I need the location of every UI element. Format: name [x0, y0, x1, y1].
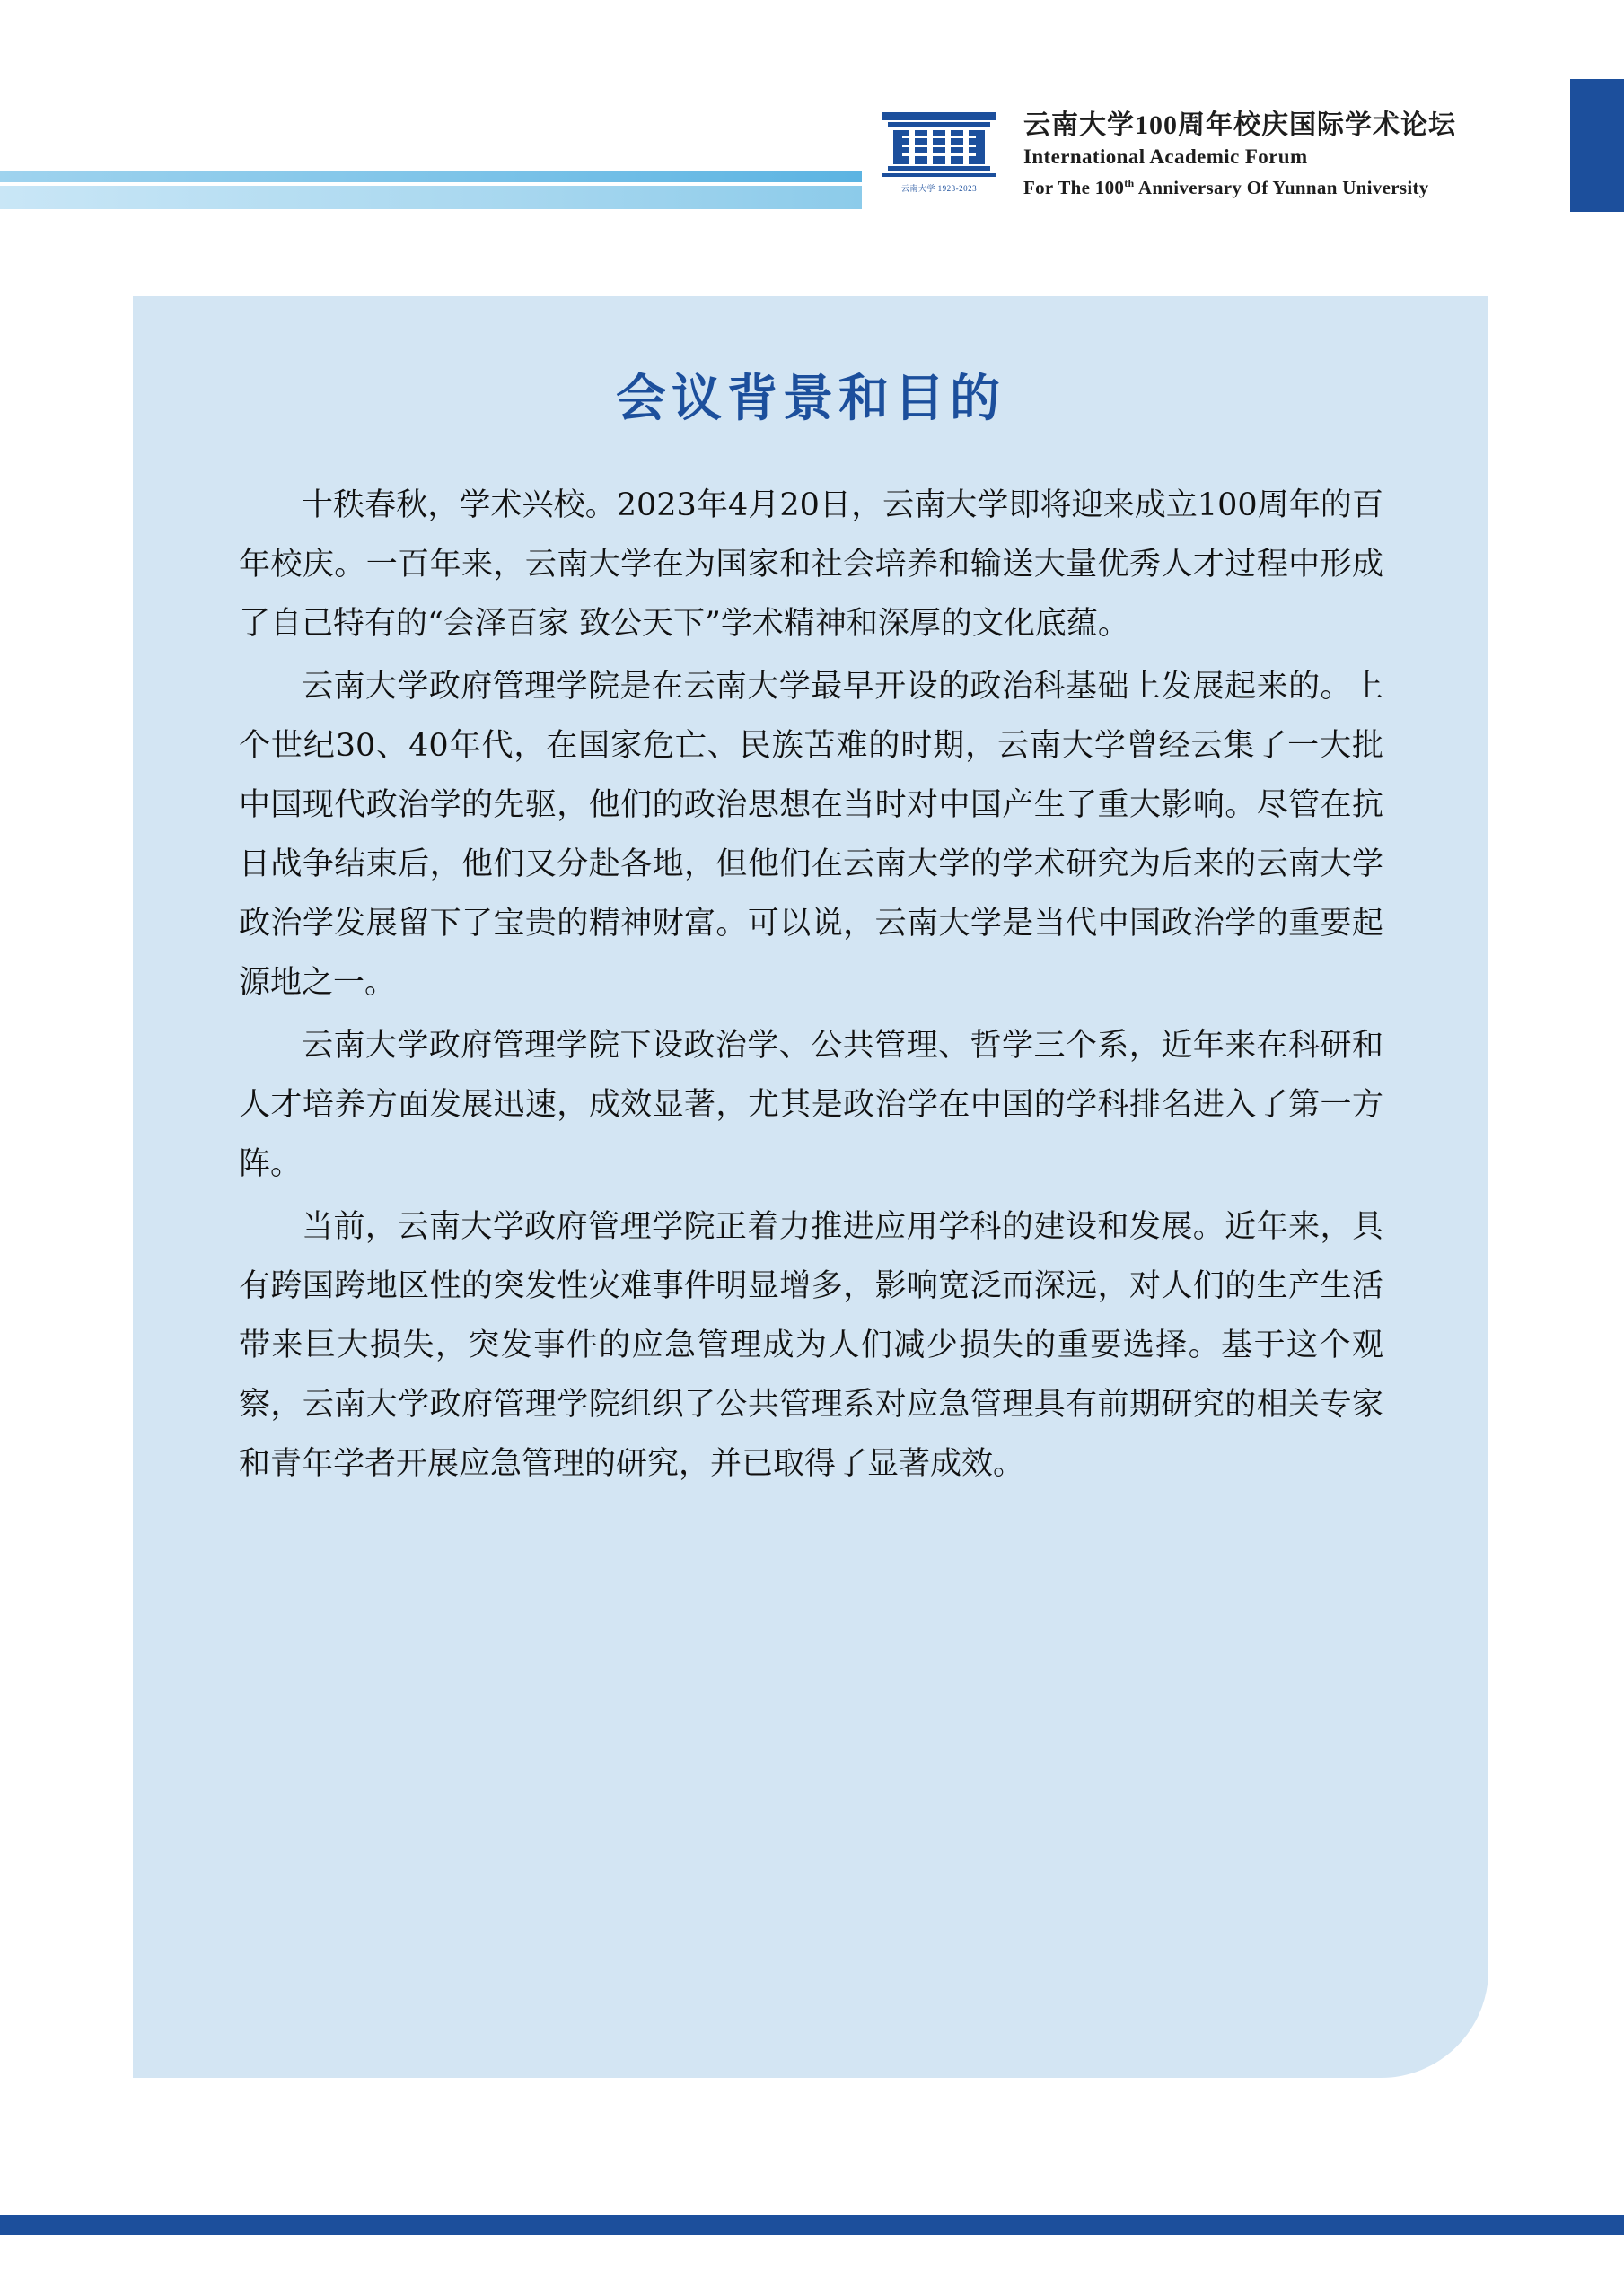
- document-body: [239, 476, 1383, 1497]
- forum-title-cn: 云南大学100周年校庆国际学术论坛: [1023, 110, 1456, 140]
- forum-title-en-line2: [1023, 171, 1589, 200]
- paragraph: 云南大学政府管理学院下设政治学、公共管理、哲学三个系，近年来在科研和人才培养方面发展迅速，成效显著，尤其是政治学在中国的学科排名进入了第一方阵。: [239, 1028, 1383, 1182]
- page-title: 会议背景和目的: [616, 369, 1005, 428]
- forum-title-en-line2-pre: For The 100: [1023, 177, 1125, 198]
- paragraph: 云南大学政府管理学院是在云南大学最早开设的政治科基础上发展起来的。上个世纪30、40年代，在国家危亡、民族苦难的时期，云南大学曾经云集了一大批中国现代政治学的先驱，他们的政治思想在当时对中国产生了重大影响。尽管在抗日战争结束后，他们又分赴各地，但他们在云南大学的学术研究为后来的云南大学政治学发展留下了宝贵的精神财富。可以说，云南大学是当代中国政治学的重要起源地之一。: [239, 669, 1383, 1001]
- forum-title-en-line1: International Academic Forum: [1023, 145, 1308, 168]
- paragraph: 当前，云南大学政府管理学院正着力推进应用学科的建设和发展。近年来，具有跨国跨地区性的突发性灾难事件明显增多，影响宽泛而深远，对人们的生产生活带来巨大损失，突发事件的应急管理成为人们减少损失的重要选择。基于这个观察，云南大学政府管理学院组织了公共管理系对应急管理具有前期研究的相关专家和青年学者开展应急管理的研究，并已取得了显著成效。: [239, 1209, 1383, 1482]
- header-gradient-bar-bottom: [0, 186, 862, 209]
- footer-bar: [0, 2215, 1624, 2235]
- header-gradient-bar-top: [0, 171, 862, 182]
- panel-rounded-corner: [806, 1836, 1488, 2078]
- header-title-group: [1023, 108, 1589, 200]
- page-header: [0, 0, 1624, 224]
- forum-title-en-ordinal: th: [1124, 177, 1135, 189]
- crest-caption: 云南大学 1923-2023: [900, 184, 978, 193]
- footer-strip: [0, 2287, 1624, 2296]
- forum-title-en-line2-post: Anniversary Of Yunnan University: [1134, 177, 1429, 198]
- university-logo: [875, 103, 1010, 204]
- paragraph: 十秩春秋，学术兴校。2023年4月20日，云南大学即将迎来成立100周年的百年校庆。一百年来，云南大学在为国家和社会培养和输送大量优秀人才过程中形成了自己特有的“会泽百家 致公天下”学术精神和深厚的文化底蕴。: [239, 487, 1383, 642]
- content-panel: [133, 296, 1488, 2078]
- yunnan-university-crest-icon: [875, 103, 1003, 180]
